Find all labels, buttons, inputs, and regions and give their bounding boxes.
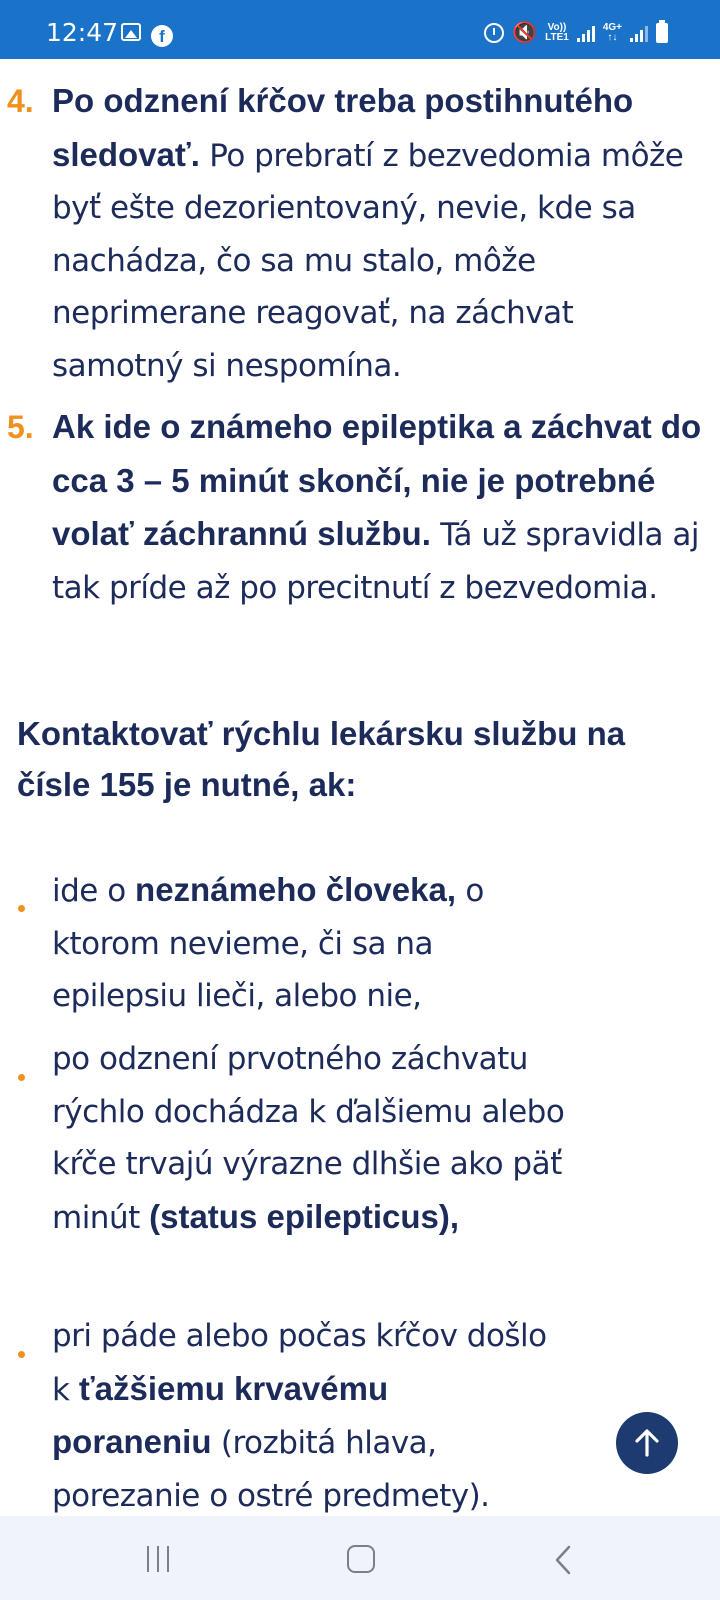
signal-icon-2	[630, 24, 648, 42]
signal-icon	[577, 24, 595, 42]
bullet-item-3	[52, 1310, 552, 1516]
mute-icon: 🔇	[512, 22, 538, 44]
item-bold-text: Ak ide o známeho epileptika a záchvat do cca 3 – 5 minút skončí, nie je potrebné volať záchrannú službu.	[52, 408, 702, 552]
item-text	[52, 75, 707, 392]
bullet-text-post: o ktorom nevieme, či sa na epilepsiu lieči, alebo nie,	[52, 873, 484, 1014]
bullet-text-pre: pri páde alebo počas kŕčov došlo k	[52, 1318, 547, 1408]
bullet-bold-text: (status epilepticus),	[149, 1197, 460, 1235]
home-icon[interactable]	[347, 1545, 375, 1573]
item-body-text: Po prebratí z bezvedomia môže byť ešte dezorientovaný, nevie, kde sa nachádza, čo sa mu stalo, môže neprimerane reagovať, na záchvat samotný si nespomína.	[52, 137, 684, 384]
recent-apps-icon[interactable]	[147, 1546, 169, 1572]
bullet-text-pre: ide o	[52, 873, 126, 909]
volte-label: Vo)) LTE1	[545, 22, 569, 43]
battery-icon	[656, 23, 668, 43]
bullet-dot	[18, 1074, 25, 1081]
item-number: 5.	[7, 409, 34, 445]
article-content	[0, 59, 720, 1516]
bullet-dot	[18, 1351, 25, 1358]
item-number: 4.	[7, 83, 34, 119]
arrow-up-icon	[633, 1428, 661, 1458]
back-icon[interactable]	[553, 1544, 573, 1576]
facebook-icon: f	[151, 25, 173, 47]
status-time: 12:47	[46, 18, 119, 47]
scroll-to-top-button[interactable]	[616, 1412, 678, 1474]
status-icons	[484, 20, 668, 46]
bullet-text-pre: po odznení prvotného záchvatu rýchlo dochádza k ďalšiemu alebo kŕče trvajú výrazne dlhšie ako päť minút	[52, 1041, 565, 1236]
bullet-bold-text: neznámeho človeka,	[135, 871, 457, 908]
system-nav-bar	[0, 1516, 720, 1600]
bullet-bold-text: ťažšiemu krvavému poraneniu	[52, 1369, 389, 1460]
network-4g-label: 4G+ ↑↓	[602, 22, 622, 43]
status-bar	[0, 0, 720, 59]
bullet-dot	[18, 905, 25, 912]
item-text	[52, 401, 707, 614]
item-bold-text: Po odznení kŕčov treba postihnutého sledovať.	[52, 82, 634, 173]
bullet-item-1	[52, 864, 572, 1023]
bullet-item-2	[52, 1033, 612, 1244]
section-heading: Kontaktovať rýchlu lekársku službu na čísle 155 je nutné, ak:	[17, 715, 626, 803]
image-icon	[121, 23, 141, 41]
item-body-text: Tá už spravidla aj tak príde až po precitnutí z bezvedomia.	[52, 517, 699, 606]
bullet-text-post: (rozbitá hlava, porezanie o ostré predmety).	[52, 1425, 490, 1514]
alarm-icon	[484, 23, 504, 43]
